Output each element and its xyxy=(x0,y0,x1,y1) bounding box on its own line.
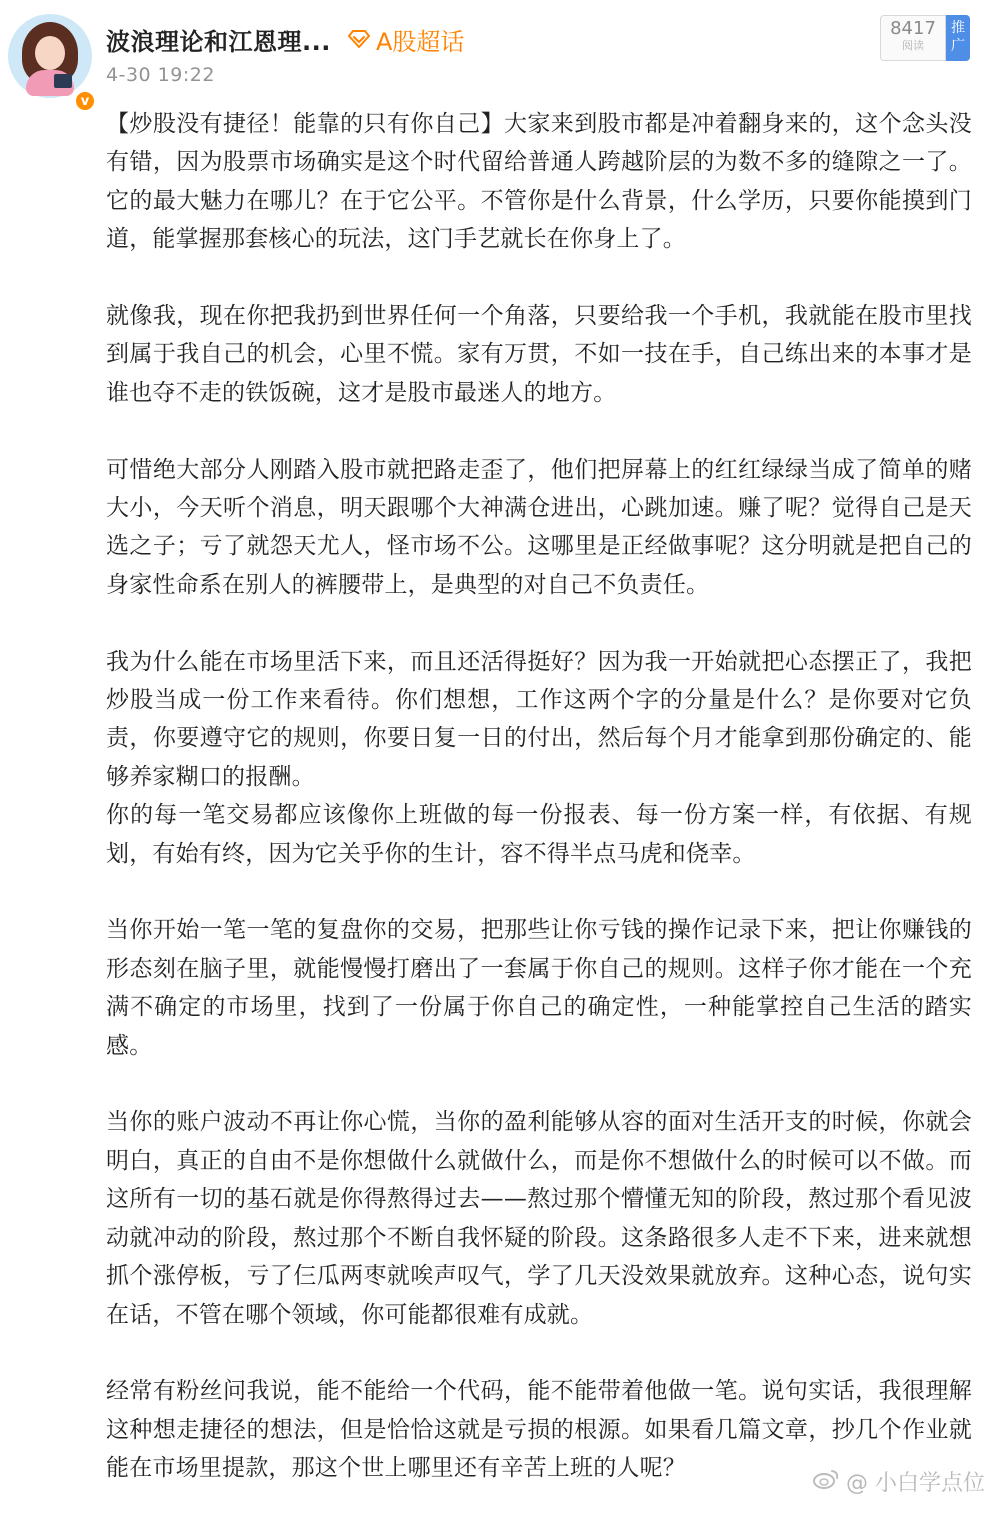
verified-badge-icon: v xyxy=(74,90,96,112)
paragraph: 【炒股没有捷径！能靠的只有你自己】大家来到股市都是冲着翻身来的，这个念头没有错，因为股票市场确实是这个时代留给普通人跨越阶层的为数不多的缝隙之一了。它的最大魅力在哪儿？在于它公平。不管你是什么背景，什么学历，只要你能摸到门道，能掌握那套核心的玩法，这门手艺就长在你身上了。 xyxy=(106,111,972,253)
username[interactable]: 波浪理论和江恩理... xyxy=(106,28,331,56)
topic-link[interactable] xyxy=(348,22,464,57)
paragraph: 当你开始一笔一笔的复盘你的交易，把那些让你亏钱的操作记录下来，把让你赚钱的形态刻在脑子里，就能慢慢打磨出了一套属于你自己的规则。这样子你才能在一个充满不确定的市场里，找到了一份属于你自己的确定性，一种能掌控自己生活的踏实感。 xyxy=(106,917,972,1059)
paragraph: 我为什么能在市场里活下来，而且还活得挺好？因为我一开始就把心态摆正了，我把炒股当成一份工作来看待。你们想想，工作这两个字的分量是什么？是你要对它负责，你要遵守它的规则，你要日复一日的付出，然后每个月才能拿到那份确定的、能够养家糊口的报酬。 xyxy=(106,648,972,790)
post-body xyxy=(106,105,972,1526)
post-header xyxy=(0,0,992,110)
paragraph: 经常有粉丝问我说，能不能给一个代码，能不能带着他做一笔。说句实话，我很理解这种想走捷径的想法，但是恰恰这就是亏损的根源。如果看几篇文章，抄几个作业就能在市场里提款，那这个世上哪里还有辛苦上班的人呢？ xyxy=(106,1378,972,1482)
read-count-number: 8417 xyxy=(890,18,936,39)
promote-button[interactable]: 推广 xyxy=(946,15,970,61)
paragraph: 可惜绝大部分人刚踏入股市就把路走歪了，他们把屏幕上的红红绿绿当成了简单的赌大小，今天听个消息，明天跟哪个大神满仓进出，心跳加速。赚了呢？觉得自己是天选之子；亏了就怨天尤人，怪市场不公。这哪里是正经做事呢？这分明就是把自己的身家性命系在别人的裤腰带上，是典型的对自己不负责任。 xyxy=(106,456,972,598)
read-count-label: 阅读 xyxy=(902,39,924,52)
weibo-logo-icon xyxy=(812,1468,840,1496)
avatar[interactable] xyxy=(8,14,92,109)
diamond-icon xyxy=(348,26,370,54)
watermark-text: @ 小白学点位 xyxy=(846,1471,985,1496)
paragraph: 当你的账户波动不再让你心慌，当你的盈利能够从容的面对生活开支的时候，你就会明白，真正的自由不是你想做什么就做什么，而是你不想做什么的时候可以不做。而这所有一切的基石就是你得熬得过去——熬过那个懵懂无知的阶段，熬过那个看见波动就冲动的阶段，熬过那个不断自我怀疑的阶段。这条路很多人走不下来，进来就想抓个涨停板，亏了仨瓜两枣就唉声叹气，学了几天没效果就放弃。这种心态，说句实在话，不管在哪个领域，你可能都很难有成就。 xyxy=(106,1109,972,1328)
post-time: 4-30 19:22 xyxy=(106,64,215,86)
watermark xyxy=(812,1466,985,1497)
topic-label: A股超话 xyxy=(376,28,465,56)
paragraph: 你的每一笔交易都应该像你上班做的每一份报表、每一份方案一样，有依据、有规划，有始有终，因为它关乎你的生计，容不得半点马虎和侥幸。 xyxy=(106,802,972,867)
read-count xyxy=(880,15,946,61)
paragraph: 就像我，现在你把我扔到世界任何一个角落，只要给我一个手机，我就能在股市里找到属于我自己的机会，心里不慌。家有万贯，不如一技在手，自己练出来的本事才是谁也夺不走的铁饭碗，这才是股市最迷人的地方。 xyxy=(106,303,972,406)
